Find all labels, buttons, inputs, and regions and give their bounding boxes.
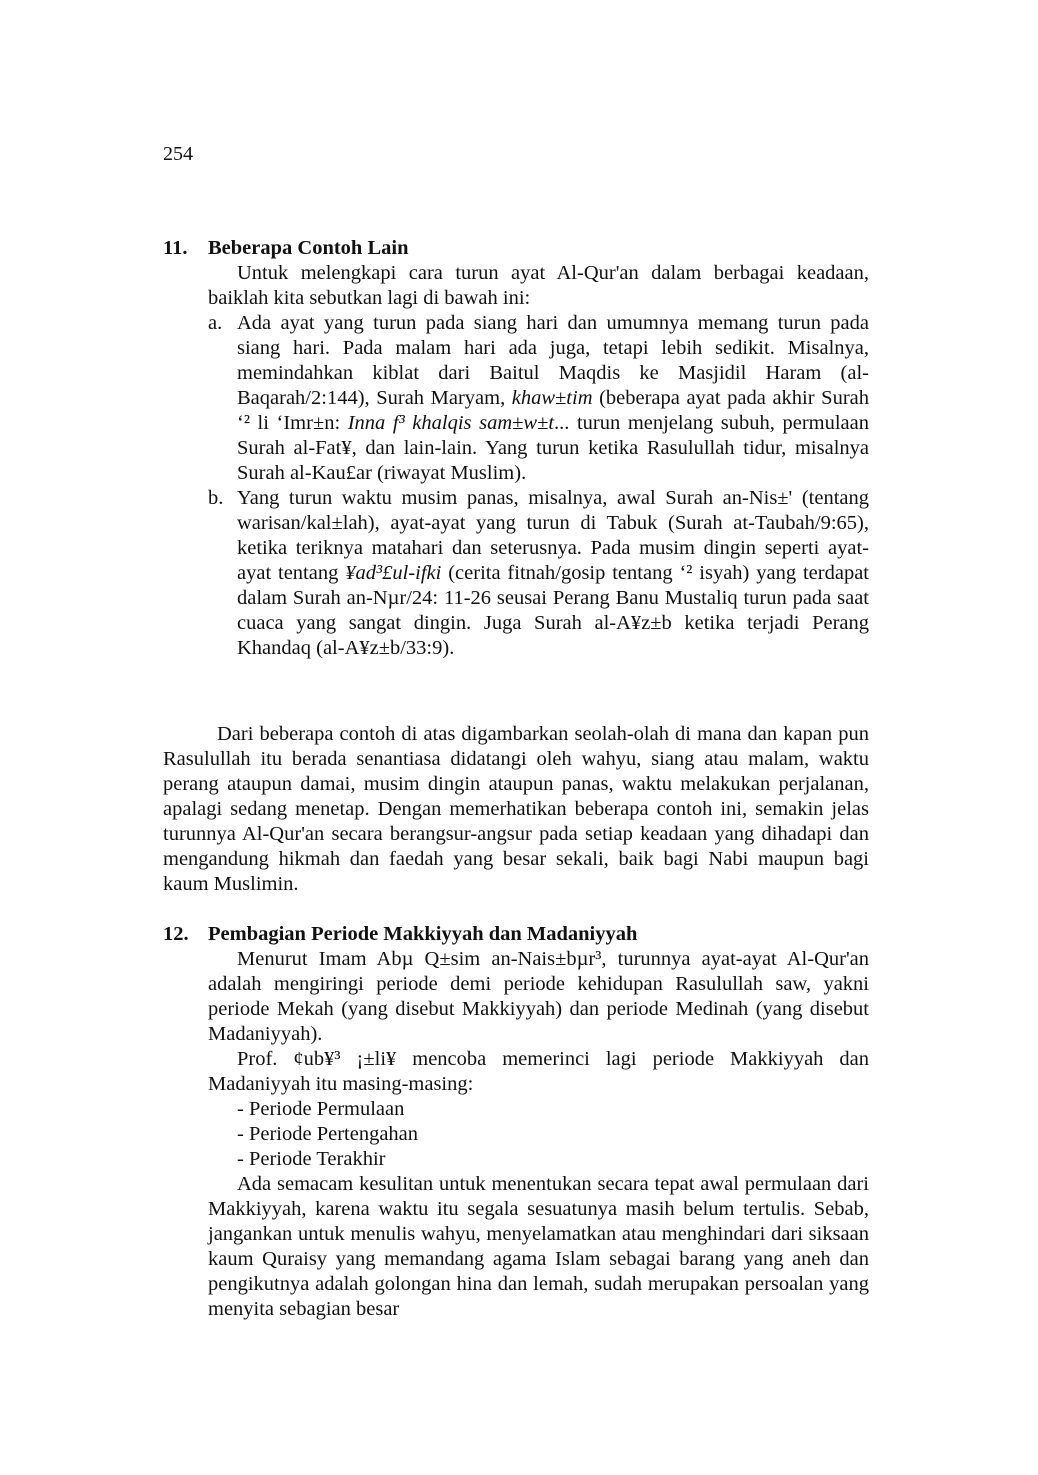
list-marker-a: a. (208, 312, 223, 334)
item-b-text-2: (cerita fitnah/gosip tentang ‘² isyah) yang terdapat dalam Surah an-Nµr/24: 11-26 seusai Perang Banu Mustaliq turun pada saat cuaca yang sangat dingin. Juga Surah al-A¥z±b ketika terjadi Perang Khandaq (al-A¥z±b/33:9). (237, 562, 869, 659)
section-12-paragraph-3: Ada semacam kesulitan untuk menentukan secara tepat awal permulaan dari Makkiyyah, karena waktu itu segala sesuatunya masih belum tertulis. Sebab, jangankan untuk menulis wahyu, menyelamatkan atau menghindari dari siksaan kaum Quraisy yang memandang agama Islam sebagai barang yang aneh dan pengikutnya adalah golongan hina dan lemah, sudah merupakan persoalan yang menyita sebagian besar (208, 1173, 869, 1320)
section-11-heading (163, 236, 869, 261)
item-b-text-1: Yang turun waktu musim panas, misalnya, awal Surah an-Nis±' (tentang warisan/kal±lah), ayat-ayat yang turun di Tabuk (Surah at-Taubah/9:65), ketika teriknya matahari dan seterusnya. Pada musim dingin seperti ayat-ayat tentang (237, 487, 869, 584)
list-item-b (208, 486, 869, 661)
item-a-text-2: (beberapa ayat pada akhir Surah ‘² li ‘Imr±n: (237, 387, 869, 434)
item-a-text-1: Ada ayat yang turun pada siang hari dan umumnya memang turun pada siang hari. Pada malam hari ada juga, tetapi lebih sedikit. Misalnya, memindahkan kiblat dari Baitul Maqdis ke Masjidil Haram (al-Baqarah/2:144), Surah Maryam, (237, 312, 869, 409)
section-12-number: 12. (163, 923, 189, 945)
list-item: - Periode Pertengahan (237, 1123, 419, 1145)
list-item-a (208, 311, 869, 486)
section-12 (163, 922, 869, 1322)
item-a-text-3: ... turun menjelang subuh, permulaan Surah al-Fat¥, dan lain-lain. Yang turun ketika Rasulullah tidur, misalnya Surah al-Kau£ar (riwayat Muslim). (237, 412, 869, 484)
item-a-italic-2: Inna f³ khalqis sam±w±t (347, 412, 555, 434)
item-a-italic-1: khaw±tim (511, 387, 593, 409)
period-list (237, 1097, 869, 1172)
list-item: - Periode Terakhir (237, 1148, 386, 1170)
list-marker-b: b. (208, 487, 224, 509)
section-11-title: Beberapa Contoh Lain (208, 237, 409, 259)
section-11-intro: Untuk melengkapi cara turun ayat Al-Qur'an dalam berbagai keadaan, baiklah kita sebutkan lagi di bawah ini: (208, 262, 869, 309)
section-12-title: Pembagian Periode Makkiyyah dan Madaniyyah (208, 923, 638, 945)
section-11 (163, 236, 869, 661)
page-number: 254 (163, 143, 193, 165)
section-12-paragraph-2: Prof. ¢ub¥³ ¡±li¥ mencoba memerinci lagi periode Makkiyyah dan Madaniyyah itu masing-masing: (208, 1048, 869, 1095)
summary-paragraph: Dari beberapa contoh di atas digambarkan seolah-olah di mana dan kapan pun Rasulullah itu berada senantiasa didatangi oleh wahyu, siang atau malam, waktu perang ataupun damai, musim dingin ataupun panas, waktu melakukan perjalanan, apalagi sedang menetap. Dengan memerhatikan beberapa contoh ini, semakin jelas turunnya Al-Qur'an secara berangsur-angsur pada setiap keadaan yang dihadapi dan mengandung hikmah dan faedah yang besar sekali, baik bagi Nabi maupun bagi kaum Muslimin. (163, 723, 869, 895)
section-12-paragraph-1: Menurut Imam Abµ Q±sim an-Nais±bµr³, turunnya ayat-ayat Al-Qur'an adalah mengiringi periode demi periode kehidupan Rasulullah saw, yakni periode Mekah (yang disebut Makkiyyah) dan periode Medinah (yang disebut Madaniyyah). (208, 948, 869, 1045)
section-12-heading (163, 922, 869, 947)
section-11-number: 11. (163, 237, 188, 259)
item-b-italic-1: ¥ad³£ul-ifki (345, 562, 442, 584)
list-item: - Periode Permulaan (237, 1098, 405, 1120)
